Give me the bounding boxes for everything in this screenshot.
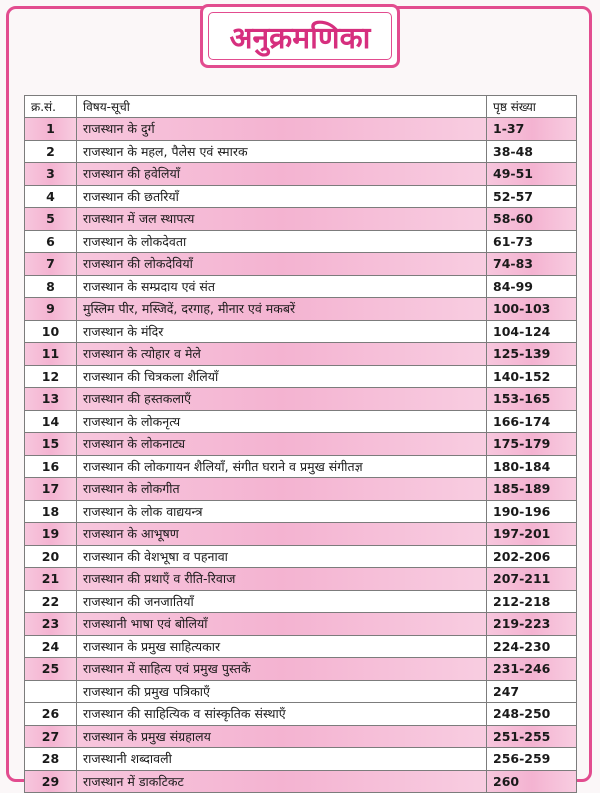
toc-row-subject: राजस्थान में जल स्थापत्य xyxy=(77,208,487,231)
toc-row-page: 52-57 xyxy=(487,185,577,208)
toc-row-subject: राजस्थान की चित्रकला शैलियाँ xyxy=(77,365,487,388)
toc-row-page: 224-230 xyxy=(487,635,577,658)
toc-row xyxy=(25,185,577,208)
toc-row-number: 21 xyxy=(25,568,77,591)
title-box xyxy=(200,4,400,68)
toc-row-number: 19 xyxy=(25,523,77,546)
toc-row-subject: राजस्थान के लोकनृत्य xyxy=(77,410,487,433)
toc-row-page: 180-184 xyxy=(487,455,577,478)
toc-row-subject: राजस्थान के लोक वाद्ययन्त्र xyxy=(77,500,487,523)
toc-row-number: 8 xyxy=(25,275,77,298)
toc-row-subject: राजस्थान की लोकदेवियाँ xyxy=(77,253,487,276)
toc-row-page: 202-206 xyxy=(487,545,577,568)
toc-row-page: 260 xyxy=(487,770,577,793)
toc-row-number: 29 xyxy=(25,770,77,793)
toc-row-subject: राजस्थान के लोकगीत xyxy=(77,478,487,501)
toc-row-page: 125-139 xyxy=(487,343,577,366)
toc-row-page: 49-51 xyxy=(487,163,577,186)
header-page: पृष्ठ संख्या xyxy=(487,96,577,118)
toc-row xyxy=(25,388,577,411)
toc-row xyxy=(25,253,577,276)
toc-row-subject: राजस्थान के आभूषण xyxy=(77,523,487,546)
toc-row xyxy=(25,410,577,433)
toc-row xyxy=(25,163,577,186)
toc-row xyxy=(25,140,577,163)
page-title: अनुक्रमणिका xyxy=(229,20,371,56)
toc-row-page: 166-174 xyxy=(487,410,577,433)
toc-row-page: 207-211 xyxy=(487,568,577,591)
toc-row-page: 38-48 xyxy=(487,140,577,163)
toc-row xyxy=(25,613,577,636)
toc-row xyxy=(25,365,577,388)
header-subject: विषय-सूची xyxy=(77,96,487,118)
toc-row xyxy=(25,478,577,501)
toc-row-subject: राजस्थान के प्रमुख संग्रहालय xyxy=(77,725,487,748)
toc-row xyxy=(25,343,577,366)
toc-row xyxy=(25,208,577,231)
toc-row-number: 28 xyxy=(25,748,77,771)
toc-row-page: 251-255 xyxy=(487,725,577,748)
toc-row-number: 17 xyxy=(25,478,77,501)
toc-row xyxy=(25,635,577,658)
toc-row-number xyxy=(25,680,77,703)
toc-row-number: 4 xyxy=(25,185,77,208)
toc-row xyxy=(25,568,577,591)
toc-row-subject: राजस्थान में साहित्य एवं प्रमुख पुस्तकें xyxy=(77,658,487,681)
toc-row-page: 247 xyxy=(487,680,577,703)
toc-row-page: 104-124 xyxy=(487,320,577,343)
toc-row xyxy=(25,500,577,523)
toc-row-number: 27 xyxy=(25,725,77,748)
toc-row-page: 175-179 xyxy=(487,433,577,456)
toc-row-number: 3 xyxy=(25,163,77,186)
toc-row-number: 7 xyxy=(25,253,77,276)
toc-row-subject: राजस्थान की साहित्यिक व सांस्कृतिक संस्थाएँ xyxy=(77,703,487,726)
toc-row-page: 140-152 xyxy=(487,365,577,388)
toc-row-number: 11 xyxy=(25,343,77,366)
toc-row-number: 1 xyxy=(25,118,77,141)
toc-row-number: 12 xyxy=(25,365,77,388)
toc-row-page: 197-201 xyxy=(487,523,577,546)
toc-row-subject: राजस्थान की जनजातियाँ xyxy=(77,590,487,613)
toc-row-page: 1-37 xyxy=(487,118,577,141)
toc-row xyxy=(25,703,577,726)
toc-row-page: 84-99 xyxy=(487,275,577,298)
toc-row xyxy=(25,298,577,321)
toc-row-page: 256-259 xyxy=(487,748,577,771)
toc-row-number: 9 xyxy=(25,298,77,321)
toc-row-subject: राजस्थान की छतरियाँ xyxy=(77,185,487,208)
toc-row-subject: राजस्थान के त्योहार व मेले xyxy=(77,343,487,366)
toc-row-subject: राजस्थान की हस्तकलाएँ xyxy=(77,388,487,411)
toc-row-number: 20 xyxy=(25,545,77,568)
toc-row-number: 16 xyxy=(25,455,77,478)
toc-row-subject: राजस्थानी शब्दावली xyxy=(77,748,487,771)
toc-row-subject: राजस्थान के दुर्ग xyxy=(77,118,487,141)
toc-row-subject: राजस्थान के महल, पैलेस एवं स्मारक xyxy=(77,140,487,163)
toc-row-number: 10 xyxy=(25,320,77,343)
toc-row-subject: राजस्थान के प्रमुख साहित्यकार xyxy=(77,635,487,658)
toc-row xyxy=(25,545,577,568)
toc-row xyxy=(25,680,577,703)
toc-row xyxy=(25,590,577,613)
toc-row-subject: राजस्थानी भाषा एवं बोलियाँ xyxy=(77,613,487,636)
toc-row-page: 219-223 xyxy=(487,613,577,636)
toc-row-number: 13 xyxy=(25,388,77,411)
toc-row-number: 23 xyxy=(25,613,77,636)
toc-row-page: 212-218 xyxy=(487,590,577,613)
toc-row-subject: राजस्थान में डाकटिकट xyxy=(77,770,487,793)
toc-row xyxy=(25,748,577,771)
toc-row xyxy=(25,320,577,343)
toc-row-number: 2 xyxy=(25,140,77,163)
toc-row-page: 153-165 xyxy=(487,388,577,411)
toc-row-page: 248-250 xyxy=(487,703,577,726)
toc-row-page: 231-246 xyxy=(487,658,577,681)
toc-row-number: 26 xyxy=(25,703,77,726)
toc-body xyxy=(25,118,577,793)
toc-row xyxy=(25,275,577,298)
toc-row-number: 22 xyxy=(25,590,77,613)
toc-row-page: 190-196 xyxy=(487,500,577,523)
toc-row-page: 61-73 xyxy=(487,230,577,253)
toc-row-subject: राजस्थान की प्रमुख पत्रिकाएँ xyxy=(77,680,487,703)
toc-row-page: 185-189 xyxy=(487,478,577,501)
toc-row-subject: राजस्थान के लोकदेवता xyxy=(77,230,487,253)
toc-row-subject: राजस्थान के लोकनाट्य xyxy=(77,433,487,456)
toc-row-subject: राजस्थान की वेशभूषा व पहनावा xyxy=(77,545,487,568)
header-sno: क्र.सं. xyxy=(25,96,77,118)
toc-row xyxy=(25,770,577,793)
toc-row xyxy=(25,118,577,141)
toc-row-page: 58-60 xyxy=(487,208,577,231)
toc-row-number: 18 xyxy=(25,500,77,523)
toc-row xyxy=(25,433,577,456)
toc-row xyxy=(25,658,577,681)
toc-header-row xyxy=(25,96,577,118)
toc-row-page: 100-103 xyxy=(487,298,577,321)
toc-row-number: 15 xyxy=(25,433,77,456)
toc-row xyxy=(25,725,577,748)
toc-row-number: 6 xyxy=(25,230,77,253)
toc-table xyxy=(24,95,577,793)
toc-row-subject: राजस्थान के सम्प्रदाय एवं संत xyxy=(77,275,487,298)
toc-row-number: 14 xyxy=(25,410,77,433)
toc-row-page: 74-83 xyxy=(487,253,577,276)
toc-row-subject: राजस्थान की लोकगायन शैलियाँ, संगीत घराने व प्रमुख संगीतज्ञ xyxy=(77,455,487,478)
toc-row-number: 25 xyxy=(25,658,77,681)
toc-row-number: 5 xyxy=(25,208,77,231)
toc-row xyxy=(25,230,577,253)
toc-row-subject: राजस्थान के मंदिर xyxy=(77,320,487,343)
toc-row xyxy=(25,523,577,546)
toc-row-number: 24 xyxy=(25,635,77,658)
toc-row-subject: राजस्थान की प्रथाएँ व रीति-रिवाज xyxy=(77,568,487,591)
toc-row-subject: मुस्लिम पीर, मस्जिदें, दरगाह, मीनार एवं मकबरें xyxy=(77,298,487,321)
toc-row-subject: राजस्थान की हवेलियाँ xyxy=(77,163,487,186)
toc-row xyxy=(25,455,577,478)
